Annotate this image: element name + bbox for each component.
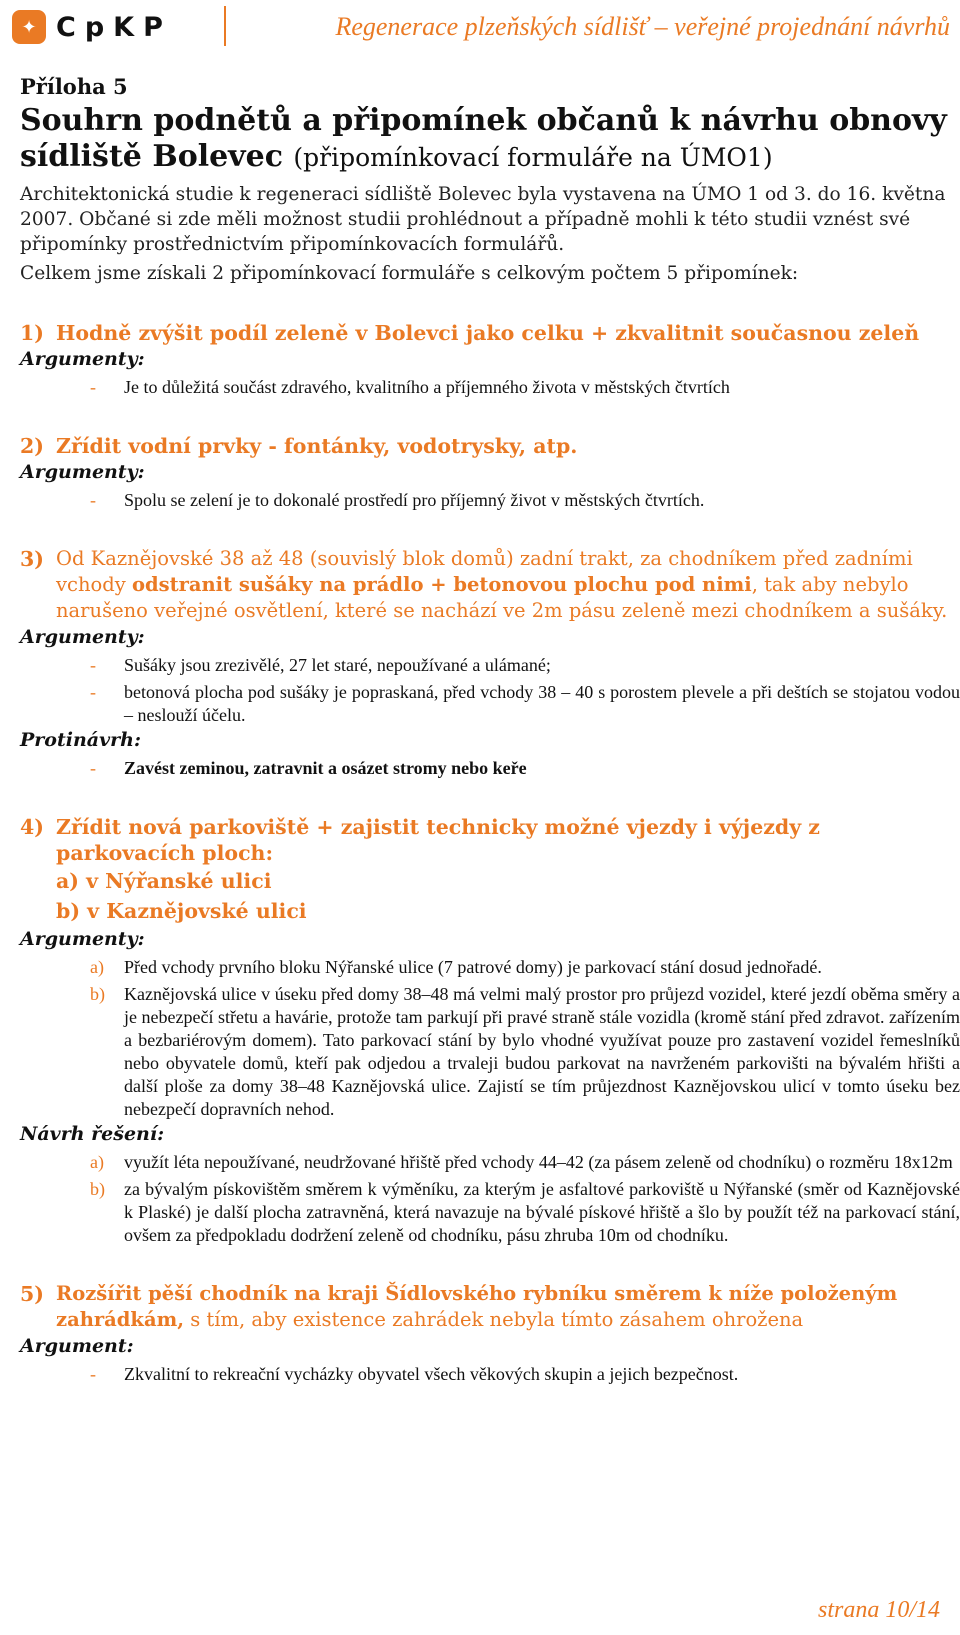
item-title-bold: odstranit sušáky na prádlo + betonovou plochu pod nimi [131,573,752,596]
page-title [20,103,960,176]
arguments-label: Argumenty: [20,348,145,370]
list-item [20,983,960,1121]
list-item [20,376,960,399]
arguments-label: Argumenty: [20,928,145,950]
comment-item-1 [20,320,960,399]
item-subtitle-b: b) v Kaznějovské ulici [56,899,307,923]
bullet-dash: - [90,758,96,778]
item-title: Hodně zvýšit podíl zeleně v Bolevci jako celku + zkvalitnit současnou zeleň [56,321,920,345]
item-number: 1) [20,321,44,345]
document-body [20,74,960,1386]
argument-text: Před vchody prvního bloku Nýřanské ulice (7 patrové domy) je parkovací stání dosud jednořadé. [124,957,822,977]
list-item [20,681,960,727]
list-item [20,757,960,780]
list-marker: b) [90,1179,105,1199]
cpkp-logo [12,10,172,44]
bullet-dash: - [90,655,96,675]
item-title [56,1281,960,1333]
bullet-dash: - [90,490,96,510]
summary-paragraph: Celkem jsme získali 2 připomínkovací formuláře s celkovým počtem 5 připomínek: [20,263,799,284]
argument-text: betonová plocha pod sušáky je popraskaná, před vchody 38 – 40 s porostem plevele a při deštích se stojatou vodou – neslouží účelu. [124,682,960,725]
item-title-post: s tím, aby existence zahrádek nebyla tímto zásahem ohrožena [184,1308,804,1331]
title-bold: Souhrn podnětů a připomínek občanů k návrhu obnovy sídliště Bolevec [20,103,947,174]
cpkp-logo-icon: ✦ [12,10,46,44]
header-divider [224,6,226,46]
item-number: 4) [20,815,44,839]
intro-paragraph: Architektonická studie k regeneraci sídliště Bolevec byla vystavena na ÚMO 1 od 3. do 16. května 2007. Občané si zde měli možnost studii prohlédnout a případně mohli k této studii vznést své připomínky prostřednictvím připomínkovacích formulářů. [20,184,946,255]
comment-item-3 [20,546,960,780]
argument-text: Je to důležitá součást zdravého, kvalitního a příjemného života v městských čtvrtích [124,377,730,397]
list-item [20,654,960,677]
list-marker: a) [90,1152,104,1172]
page-number: strana 10/14 [817,1597,940,1623]
bullet-dash: - [90,377,96,397]
list-marker: a) [90,957,104,977]
list-marker: b) [90,984,105,1004]
bullet-dash: - [90,682,96,702]
argument-text: Kaznějovská ulice v úseku před domy 38–48 má velmi malý prostor pro průjezd vozidel, které jezdí oběma směry a je nebezpečí střetu a havárie, protože tam parkují při pravé straně stále vozidla (kromě stání před zdravot. zařízením a bezbariérovým domem). Tato parkovací stání by bylo vhodné využívat pouze pro zastavení vozidel řemeslníků nebo obyvatele domů, kteří pak odjedou a trvaleji budou parkovat na navrženém parkovišti na bývalém hřišti a další ploše za domy 38–48 Kaznějovská ulice. Zajistí se tím průjezdnost Kaznějovskou ulicí v tomto úseku bez nebezpečí dopravních nehod. [124,984,960,1119]
list-item [20,956,960,979]
item-title-pre: Od Kaznějovské 38 až 48 (souvislý blok domů) zadní trakt, za chodníkem před zadními vchody [56,547,913,596]
item-number: 5) [20,1282,44,1306]
counter-proposal-label: Protinávrh: [20,729,141,751]
bullet-dash: - [90,1364,96,1384]
item-title-bold: Rozšířit pěší chodník na kraji Šídlovského rybníku směrem k níže položeným zahrádkám, [56,1282,898,1331]
item-title: Zřídit vodní prvky - fontánky, vodotrysky, atp. [56,434,578,458]
appendix-label: Příloha 5 [20,74,128,99]
list-item [20,1151,960,1174]
argument-text: Sušáky jsou zrezivělé, 27 let staré, nepoužívané a ulámané; [124,655,551,675]
arguments-label: Argumenty: [20,626,145,648]
solution-text: za bývalým pískovištěm směrem k výměníku, za kterým je asfaltové parkoviště u Nýřanské (směr od Kaznějovské k Plaské) je další plocha zatravněná, která navazuje na bývalé pískové hřiště a šlo by použít též na parkovací stání, ovšem za předpokladu dodržení zeleně od chodníku, pásu zhruba 10m od chodníku. [124,1179,960,1245]
page-header [0,0,960,58]
argument-text: Zkvalitní to rekreační vycházky obyvatel všech věkových skupin a jejich bezpečnost. [124,1364,739,1384]
item-title: Zřídit nová parkoviště + zajistit technicky možné vjezdy i výjezdy z parkovacích ploch: [56,815,820,865]
title-subtitle: (připomínkovací formuláře na ÚMO1) [293,143,773,172]
list-item [20,1178,960,1247]
argument-label: Argument: [20,1335,134,1357]
item-subtitle-a: a) v Nýřanské ulici [56,869,272,893]
solution-text: využít léta nepoužívané, neudržované hřiště před vchody 44–42 (za pásem zeleně od chodníku) o rozměru 18x12m [124,1152,953,1172]
logo-text: CpKP [56,11,172,43]
comment-item-2 [20,433,960,512]
counter-proposal-text: Zavést zeminou, zatravnit a osázet stromy nebo keře [124,758,527,778]
item-number: 2) [20,434,44,458]
item-title [56,546,960,624]
argument-text: Spolu se zelení je to dokonalé prostředí pro příjemný život v městských čtvrtích. [124,490,705,510]
header-title: Regenerace plzeňských sídlišť – veřejné projednání návrhů [335,12,950,41]
comment-item-4 [20,814,960,1247]
solution-label: Návrh řešení: [20,1123,165,1145]
arguments-label: Argumenty: [20,461,145,483]
list-item [20,1363,960,1386]
item-number: 3) [20,547,44,571]
list-item [20,489,960,512]
item-title-post: , tak aby nebylo narušeno veřejné osvětlení, které se nachází ve 2m pásu zeleně mezi chodníkem a sušáky. [56,573,948,622]
comment-item-5 [20,1281,960,1386]
